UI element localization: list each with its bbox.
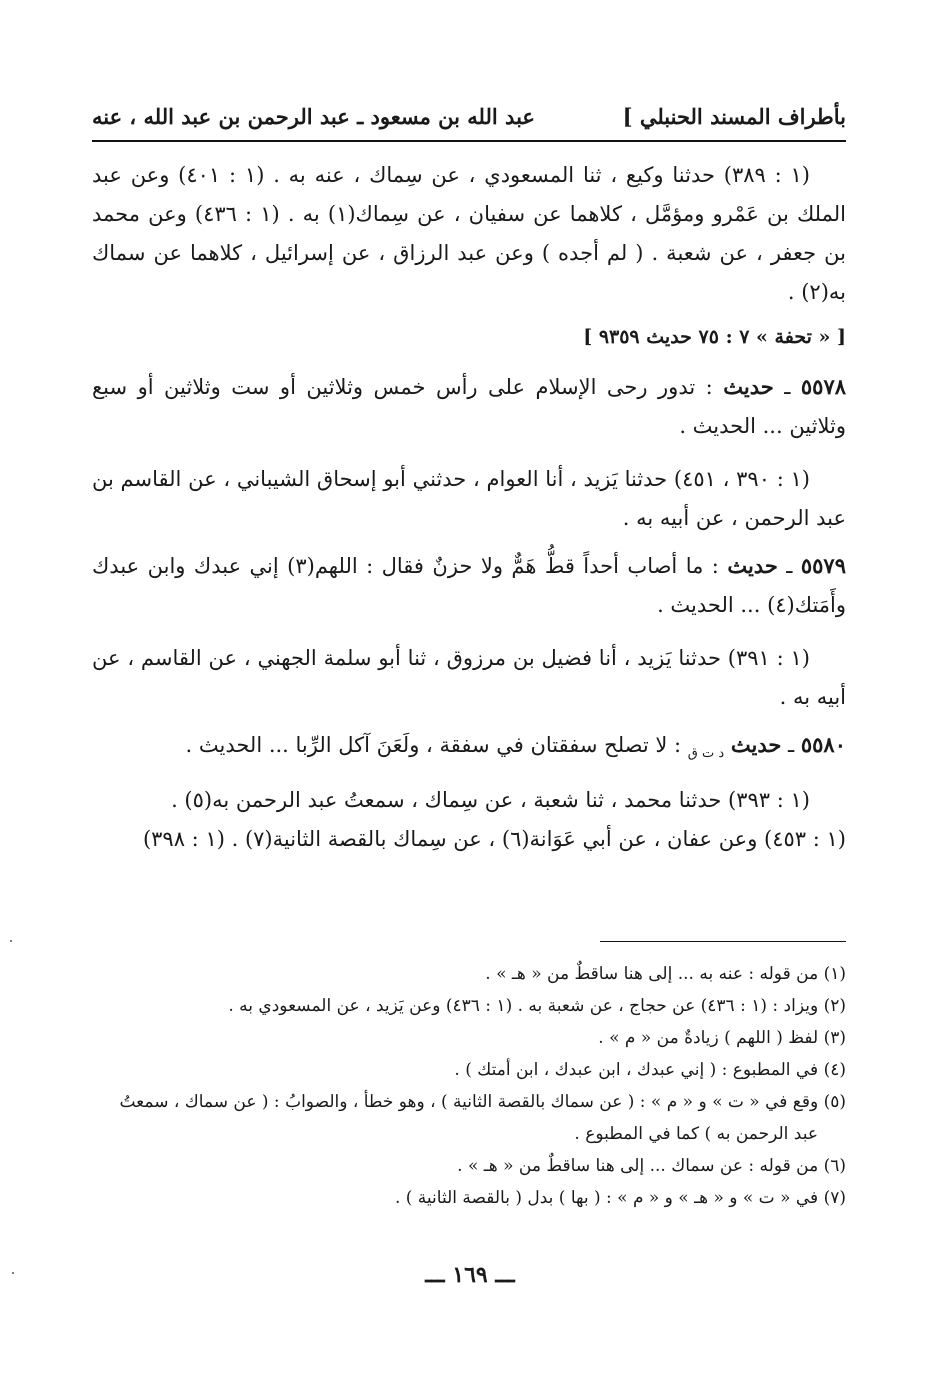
chain-paragraph-3: (١ : ٣٩١) حدثنا يَزيد ، أنا فضيل بن مرزوق ، ثنا أبو سلمة الجهني ، عن القاسم ، عن أبيه به . <box>92 646 846 709</box>
footnote-3: (٣) لفظ ( اللهم ) زيادةٌ من « م » . <box>598 1028 846 1048</box>
scan-speck <box>10 940 12 942</box>
footnote-5: (٥) وقع في « ت » و « م » : ( عن سماك بالقصة الثانية ) ، وهو خطأ ، والصوابُ : ( عن سماك ، سمعتُ <box>119 1092 846 1112</box>
footnote-6: (٦) من قوله : عن سماك ... إلى هنا ساقطٌ من « هـ » . <box>457 1156 846 1176</box>
chain-paragraph-4a: (١ : ٣٩٣) حدثنا محمد ، ثنا شعبة ، عن سِماك ، سمعتُ عبد الرحمن به(٥) . <box>171 788 810 813</box>
footnote-5-continuation: عبد الرحمن به ) كما في المطبوع . <box>574 1124 818 1144</box>
collector-symbols: د ت ق <box>687 746 725 762</box>
footnote-7: (٧) في « ت » و « هـ » و « م » : ( بها ) بدل ( بالقصة الثانية ) . <box>394 1188 846 1208</box>
hadith-5580: ٥٥٨٠ ـ حديث $_{د ت ق}$ : لا تصلح سفقتان في سفقة ، ولَعَنَ آكل الرِّبا ... الحديث . <box>185 732 846 762</box>
hadith-5579: ٥٥٧٩ ـ حديث : ما أصاب أحداً قطُّ هَمٌّ ولا حزنٌ فقال : اللهم(٣) إني عبدك وابن عبدك وأَمَتك(٤) ... الحديث . <box>92 553 846 617</box>
chain-paragraph-1: (١ : ٣٨٩) حدثنا وكيع ، ثنا المسعودي ، عن سِماك ، عنه به . (١ : ٤٠١) وعن عبد الملك بن عَمْرو ومؤمَّل ، كلاهما عن سفيان ، عن سِماك(١) به . (١ : ٤٣٦) وعن محمد بن جعفر ، عن شعبة . ( لم أجده ) وعن عبد الرزاق ، عن إسرائيل ، كلاهما عن سماك به(٢) . <box>92 163 846 304</box>
footnote-1: (١) من قوله : عنه به ... إلى هنا ساقطٌ من « هـ » . <box>485 964 846 984</box>
hadith-label: حديث <box>723 374 774 399</box>
page-number: ـــ ١٦٩ ـــ <box>425 1262 515 1288</box>
header-book-title: بأطراف المسند الحنبلي ] <box>622 104 846 129</box>
hadith-number: ٥٥٧٩ <box>800 553 846 578</box>
chain-paragraph-4b: (١ : ٤٥٣) وعن عفان ، عن أبي عَوَانة(٦) ، عن سِماك بالقصة الثانية(٧) . (١ : ٣٩٨) <box>142 827 846 852</box>
hadith-number: ٥٥٨٠ <box>800 732 846 757</box>
hadith-number: ٥٥٧٨ <box>800 374 847 399</box>
header-chapter-title: عبد الله بن مسعود ـ عبد الرحمن بن عبد الله ، عنه <box>92 104 535 129</box>
hadith-text: : لا تصلح سفقتان في سفقة ، ولَعَنَ آكل الرِّبا ... الحديث . <box>185 733 682 757</box>
footnote-2: (٢) ويزاد : (١ : ٤٣٦) عن حجاج ، عن شعبة به . (١ : ٤٣٦) وعن يَزيد ، عن المسعودي به . <box>228 996 846 1016</box>
chain-paragraph-2: (١ : ٣٩٠ ، ٤٥١) حدثنا يَزيد ، أنا العوام ، حدثني أبو إسحاق الشيباني ، عن القاسم بن عبد الرحمن ، عن أبيه به . <box>92 467 846 530</box>
footnote-4: (٤) في المطبوع : ( إني عبدك ، ابن عبدك ، ابن أمتك ) . <box>454 1060 846 1080</box>
hadith-text: : تدور رحى الإسلام على رأس خمس وثلاثين أو ست وثلاثين أو سبع وثلاثين ... الحديث . <box>92 375 846 438</box>
scan-speck <box>12 1272 14 1274</box>
hadith-text: : ما أصاب أحداً قطُّ هَمٌّ ولا حزنٌ فقال : اللهم(٣) إني عبدك وابن عبدك وأَمَتك(٤) ... الحديث . <box>92 554 846 617</box>
tuhfa-reference: [ « تحفة » ٧ : ٧٥ حديث ٩٣٥٩ ] <box>583 326 846 348</box>
hadith-label: حديث <box>727 553 778 578</box>
footnotes <box>92 958 846 1214</box>
hadith-5578: ٥٥٧٨ ـ حديث : تدور رحى الإسلام على رأس خمس وثلاثين أو ست وثلاثين أو سبع وثلاثين ... الحديث . <box>92 374 847 438</box>
running-header <box>92 100 846 142</box>
footnote-divider <box>600 941 846 942</box>
hadith-label: حديث <box>730 732 782 757</box>
main-text <box>92 156 846 859</box>
